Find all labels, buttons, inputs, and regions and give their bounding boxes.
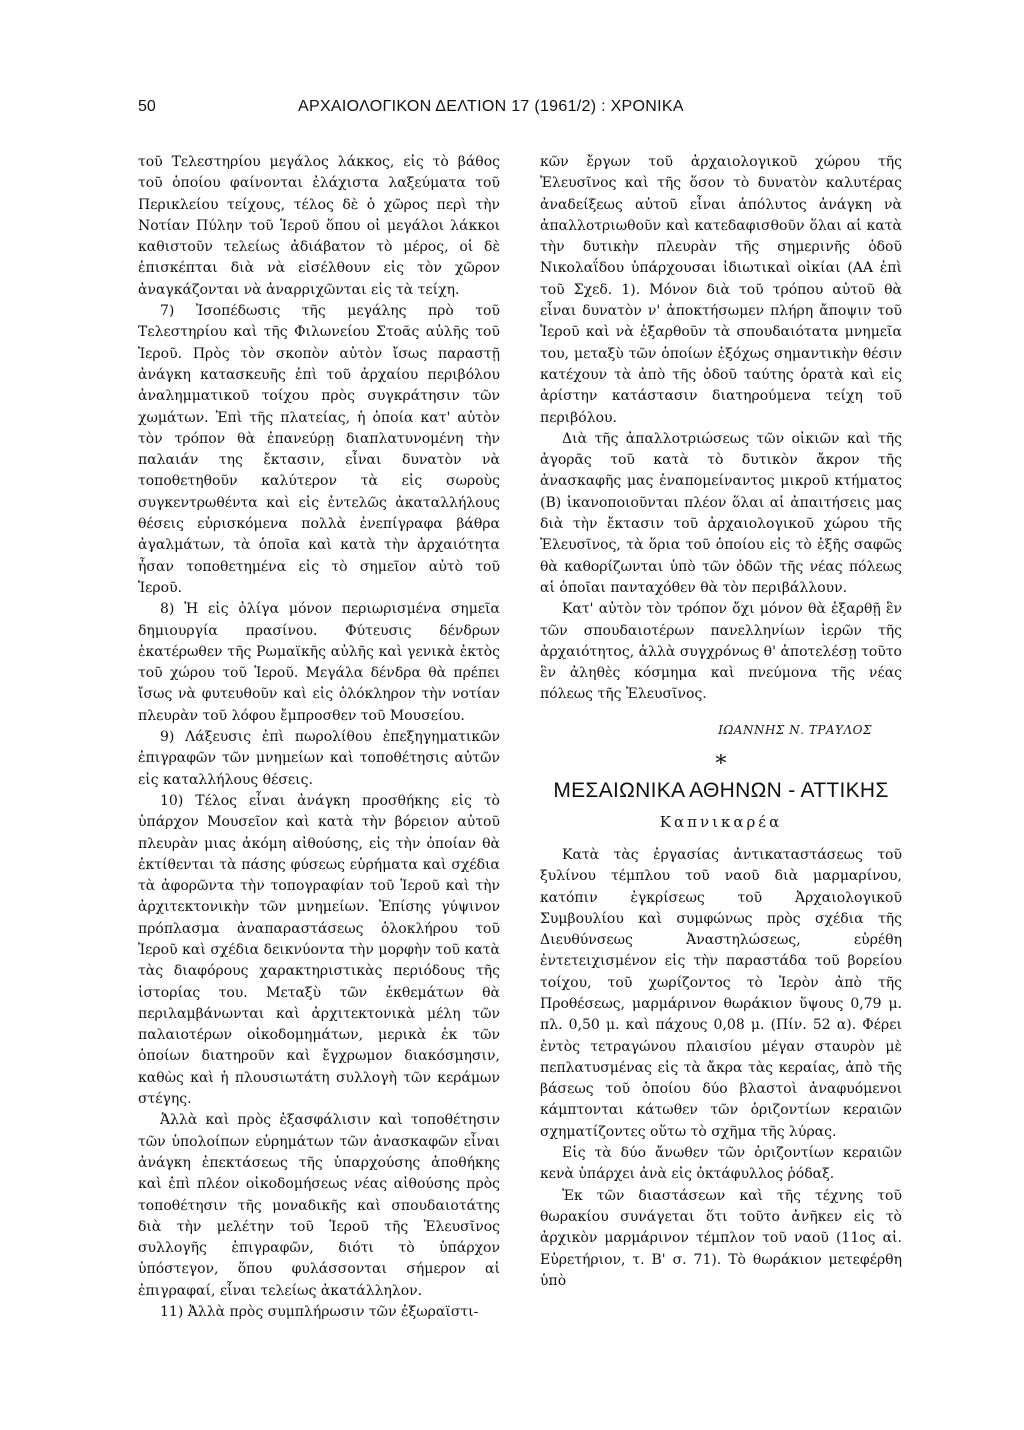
paragraph: Διὰ τῆς ἀπαλλοτριώσεως τῶν οἰκιῶν καὶ τῆς ἀγορᾶς τοῦ κατὰ τὸ δυτικὸν ἄκρον τῆς ἀνασκαφῆς μας ἐναπομείναντος μικροῦ κτήματος (Β) ἱκανοποιοῦνται πλέον ὅλαι αἱ ἀπαιτήσεις μας διὰ τὴν ἔκτασιν τοῦ ἀρχαιολογικοῦ χώρου τῆς Ἐλευσῖνος, τὰ ὅρια τοῦ ὁποίου εἰς τὸ ἑξῆς σαφῶς θὰ καθορίζωνται ὑπὸ τῶν ὁδῶν τῆς νέας πόλεως αἱ ὁποῖαι πανταχόθεν θὰ τὸν περιβάλλουν. [540,430,902,596]
left-column [138,152,500,1323]
paragraph: Κατ' αὐτὸν τὸν τρόπον ὄχι μόνον θὰ ἐξαρθῇ ἓν τῶν σπουδαιοτέρων πανελληνίων ἱερῶν τῆς ἀρχαιότητος, ἀλλὰ συγχρόνως θ' ἀποτελέσῃ τοῦτο ἓν ἀληθὲς κόσμημα καὶ πνεύμονα τῆς νέας πόλεως τῆς Ἐλευσῖνος. [540,601,902,703]
paragraph: Εἰς τὰ δύο ἄνωθεν τῶν ὁριζοντίων κεραιῶν κενὰ ὑπάρχει ἀνὰ εἰς ὀκτάφυλλος ῥόδαξ. [540,1145,902,1183]
paragraph: 11) Ἀλλὰ πρὸς συμπλήρωσιν τῶν ἐξωραϊστι- [160,1304,479,1321]
right-column [540,152,902,1292]
page-number: 50 [138,98,156,115]
paragraph: Ἀλλὰ καὶ πρὸς ἐξασφάλισιν καὶ τοποθέτησιν τῶν ὑπολοίπων εὑρημάτων τῶν ἀνασκαφῶν εἶναι ἀνάγκη ἐπεκτάσεως τῆς ὑπαρχούσης ἀποθήκης καὶ ἐπὶ πλέον οἰκοδομήσεως νέας αἰθούσης πρὸς τοποθέτησιν τῆς μοναδικῆς καὶ σπουδαιοτάτης διὰ τὴν μελέτην τοῦ Ἱεροῦ τῆς Ἐλευσῖνος συλλογῆς ἐπιγραφῶν, διότι τὸ ὑπάρχον ὑπόστεγον, ὅπου φυλάσσονται σήμερον αἱ ἐπιγραφαί, εἶναι τελείως ἀκατάλληλον. [138,1112,500,1299]
paragraph: Ἐκ τῶν διαστάσεων καὶ τῆς τέχνης τοῦ θωρακίου συνάγεται ὅτι τοῦτο ἀνῆκεν εἰς τὸ ἀρχικὸν μαρμάρινον τέμπλον τοῦ ναοῦ (11ος αἰ. Εὑρετήριον, τ. Β' σ. 71). Τὸ θωράκιον μετεφέρθη ὑπὸ [540,1187,902,1289]
author-signature: ΙΩΑΝΝΗΣ Ν. ΤΡΑΥΛΟΣ [718,722,872,737]
paragraph: 9) Λάξευσις ἐπὶ πωρολίθου ἐπεξηγηματικῶν ἐπιγραφῶν τῶν μνημείων καὶ τοποθέτησις αὐτῶν εἰς καταλλήλους θέσεις. [138,729,500,788]
running-title: ΑΡΧΑΙΟΛΟΓΙΚΟΝ ΔΕΛΤΙΟΝ 17 (1961/2) : ΧΡΟΝΙΚΑ [298,98,684,115]
paragraph: 8) Ἡ εἰς ὀλίγα μόνον περιωρισμένα σημεῖα δημιουργία πρασίνου. Φύτευσις δένδρων ἑκατέρωθεν τῆς Ρωμαϊκῆς αὐλῆς καὶ γενικὰ ἐκτὸς τοῦ χώρου τοῦ Ἱεροῦ. Μεγάλα δένδρα θὰ πρέπει ἴσως νὰ φυτευθοῦν καὶ εἰς ὁλόκληρον τὴν νοτίαν πλευρὰν τοῦ λόφου ἔμπροσθεν τοῦ Μουσείου. [138,601,500,724]
paragraph: κῶν ἔργων τοῦ ἀρχαιολογικοῦ χώρου τῆς Ἐλευσῖνος καὶ τῆς ὅσον τὸ δυνατὸν καλυτέρας ἀναδείξεως αὐτοῦ εἶναι ἀπόλυτος ἀνάγκη νὰ ἀπαλλοτριωθοῦν καὶ κατεδαφισθοῦν ὅλαι αἱ κατὰ τὴν δυτικὴν πλευρὰν τῆς σημερινῆς ὁδοῦ Νικολαΐδου ὑπάρχουσαι ἰδιωτικαὶ οἰκίαι (ΑΑ ἐπὶ τοῦ Σχεδ. 1). Μόνον διὰ τοῦ τρόπου αὐτοῦ θὰ εἶναι δυνατὸν ν' ἀποκτήσωμεν πλήρη ἄποψιν τοῦ Ἱεροῦ καὶ νὰ ἐξαρθοῦν τὰ σπουδαιότατα μνημεῖα του, μεταξὺ τῶν ὁποίων ἐξόχως σημαντικὴν θέσιν κατέχουν τὰ ἀπὸ τῆς ὁδοῦ ταύτης ὁρατὰ καὶ εἰς ἀρίστην κατάστασιν διατηρούμενα τείχη τοῦ περιβόλου. [540,154,902,426]
paragraph: 7) Ἰσοπέδωσις τῆς μεγάλης πρὸ τοῦ Τελεστηρίου καὶ τῆς Φιλωνείου Στοᾶς αὐλῆς τοῦ Ἱεροῦ. Πρὸς τὸν σκοπὸν αὐτὸν ἴσως παραστῇ ἀνάγκη κατασκευῆς ἐπὶ τοῦ ἀρχαίου περιβόλου ἀναλημματικοῦ τοίχου πρὸς συγκράτησιν τῶν χωμάτων. Ἐπὶ τῆς πλατείας, ἡ ὁποία κατ' αὐτὸν τὸν τρόπον θὰ ἐπανεύρῃ διαπλατυνομένη τὴν παλαιάν της ἔκτασιν, εἶναι δυνατὸν νὰ τοποθετηθοῦν καλύτερον τὰ εἰς σωροὺς συγκεντρωθέντα καὶ εἰς ἐντελῶς ἀκαταλλήλους θέσεις εὑρισκόμενα πολλὰ ἐνεπίγραφα βάθρα ἀγαλμάτων, τὰ ὁποῖα καὶ κατὰ τὴν ἀρχαιότητα ἦσαν τοποθετημένα εἰς τὸ σημεῖον αὐτὸ τοῦ Ἱεροῦ. [138,303,500,596]
page-header [138,98,898,122]
paragraph: 10) Τέλος εἶναι ἀνάγκη προσθήκης εἰς τὸ ὑπάρχον Μουσεῖον καὶ κατὰ τὴν βόρειον αὐτοῦ πλευρὰν μιας ἀκόμη αἰθούσης, εἰς τὴν ὁποίαν θὰ ἐκτίθενται τὰ πάσης φύσεως εὑρήματα καὶ σχέδια τὰ ἀφορῶντα τὴν τοπογραφίαν τοῦ Ἱεροῦ καὶ τὴν ἀρχιτεκτονικὴν τῶν μνημείων. Ἐπίσης γύψινον πρόπλασμα ἀναπαραστάσεως ὁλοκλήρου τοῦ Ἱεροῦ καὶ σχέδια δεικνύοντα τὴν μορφὴν τοῦ κατὰ τὰς διαφόρους χαρακτηριστικὰς περιόδους τῆς ἱστορίας του. Μεταξὺ τῶν ἐκθεμάτων θὰ περιλαμβάνωνται καὶ ἀρχιτεκτονικὰ μέλη τῶν παλαιοτέρων οἰκοδομημάτων, μερικὰ ἐκ τῶν ὁποίων διατηροῦν καὶ ἔγχρωμον διακόσμησιν, καθὼς καὶ ἡ πλουσιωτάτη συλλογὴ τῶν κεράμων στέγης. [138,792,500,1108]
paragraph: τοῦ Τελεστηρίου μεγάλος λάκκος, εἰς τὸ βάθος τοῦ ὁποίου φαίνονται ἐλάχιστα λαξεύματα τοῦ Περικλείου τείχους, τέλος δὲ ὁ χῶρος περὶ τὴν Νοτίαν Πύλην τοῦ Ἱεροῦ ὅπου οἱ μεγάλοι λάκκοι καθιστοῦν τελείως ἀδιάβατον τὸ μέρος, οἱ δὲ ἐπισκέπται διὰ νὰ εἰσέλθουν εἰς τὸν χῶρον ἀναγκάζονται νὰ ἀναρριχῶνται εἰς τὰ τείχη. [138,154,500,298]
section-title: ΜΕΣΑΙΩΝΙΚΑ ΑΘΗΝΩΝ - ΑΤΤΙΚΗΣ [553,779,889,803]
paragraph: Κατὰ τὰς ἐργασίας ἀντικαταστάσεως τοῦ ξυλίνου τέμπλου τοῦ ναοῦ διὰ μαρμαρίνου, κατόπιν ἐγκρίσεως τοῦ Ἀρχαιολογικοῦ Συμβουλίου καὶ συμφώνως πρὸς σχέδια τῆς Διευθύνσεως Ἀναστηλώσεως, εὑρέθη ἐντετειχισμένον εἰς τὴν παραστάδα τοῦ βορείου τοίχου, τοῦ χωρίζοντος τὸ Ἱερὸν ἀπὸ τῆς Προθέσεως, μαρμάρινον θωράκιον ὕψους 0,79 μ. πλ. 0,50 μ. καὶ πάχους 0,08 μ. (Πίν. 52 α). Φέρει ἐντὸς τετραγώνου πλαισίου μέγαν σταυρὸν μὲ πεπλατυσμένας εἰς τὰ ἄκρα τὰς κεραίας, ἀπὸ τῆς βάσεως τοῦ ὁποίου δύο βλαστοὶ ἀναφυόμενοι κάμπτονται κάτωθεν τῶν ὁριζοντίων κεραιῶν σχηματίζοντες οὕτω τὸ σχῆμα τῆς λύρας. [540,846,902,1140]
section-separator: ∗ [713,747,729,773]
subsection-title: Καπνικαρέα [659,812,783,831]
